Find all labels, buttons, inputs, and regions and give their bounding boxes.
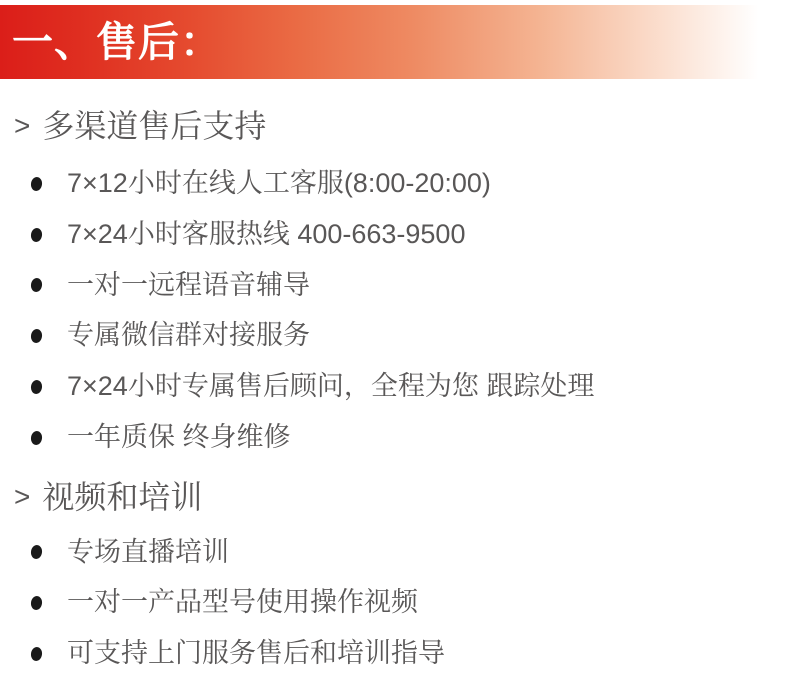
bullet-dot-icon (30, 278, 43, 293)
bullet-dot-icon (30, 595, 43, 610)
list-item-text: 一对一产品型号使用操作视频 (67, 587, 418, 618)
section-heading-label: 多渠道售后支持 (42, 108, 267, 144)
chevron-right-marker: > (14, 110, 31, 141)
list-item (0, 370, 790, 404)
list-item-text: 7×24小时专属售后顾问，全程为您 跟踪处理 (67, 371, 595, 401)
list-item-text: 可支持上门服务售后和培训指导 (67, 638, 445, 668)
content-section (0, 101, 790, 455)
section-heading (0, 472, 790, 518)
bullet-dot-icon (30, 646, 43, 661)
chevron-right-marker: > (14, 480, 31, 512)
content-section (0, 472, 790, 671)
section-banner (0, 5, 790, 79)
bullet-list (0, 167, 790, 455)
list-item (0, 637, 790, 671)
list-item-text: 一对一远程语音辅导 (67, 269, 310, 300)
bullet-dot-icon (30, 176, 43, 191)
list-item (0, 536, 790, 570)
bullet-dot-icon (30, 328, 43, 343)
bullet-list (0, 536, 790, 671)
bullet-dot-icon (30, 227, 43, 242)
list-item-text: 专场直播培训 (67, 536, 229, 567)
list-item-text: 7×12小时在线人工客服(8:00-20:00) (67, 168, 491, 198)
list-item-text: 专属微信群对接服务 (67, 320, 310, 351)
list-item (0, 167, 790, 201)
bullet-dot-icon (30, 430, 43, 445)
bullet-dot-icon (30, 379, 43, 394)
list-item (0, 269, 790, 303)
list-item (0, 218, 790, 252)
list-item-text: 一年质保 终身维修 (67, 421, 291, 452)
bullet-dot-icon (30, 545, 43, 560)
list-item (0, 421, 790, 455)
content-area (0, 101, 790, 671)
section-heading-label: 视频和培训 (42, 478, 203, 515)
list-item (0, 586, 790, 620)
list-item-text: 7×24小时客服热线 400-663-9500 (67, 218, 466, 249)
banner-title: 一、售后： (12, 18, 222, 65)
list-item (0, 319, 790, 353)
section-heading (0, 101, 790, 147)
